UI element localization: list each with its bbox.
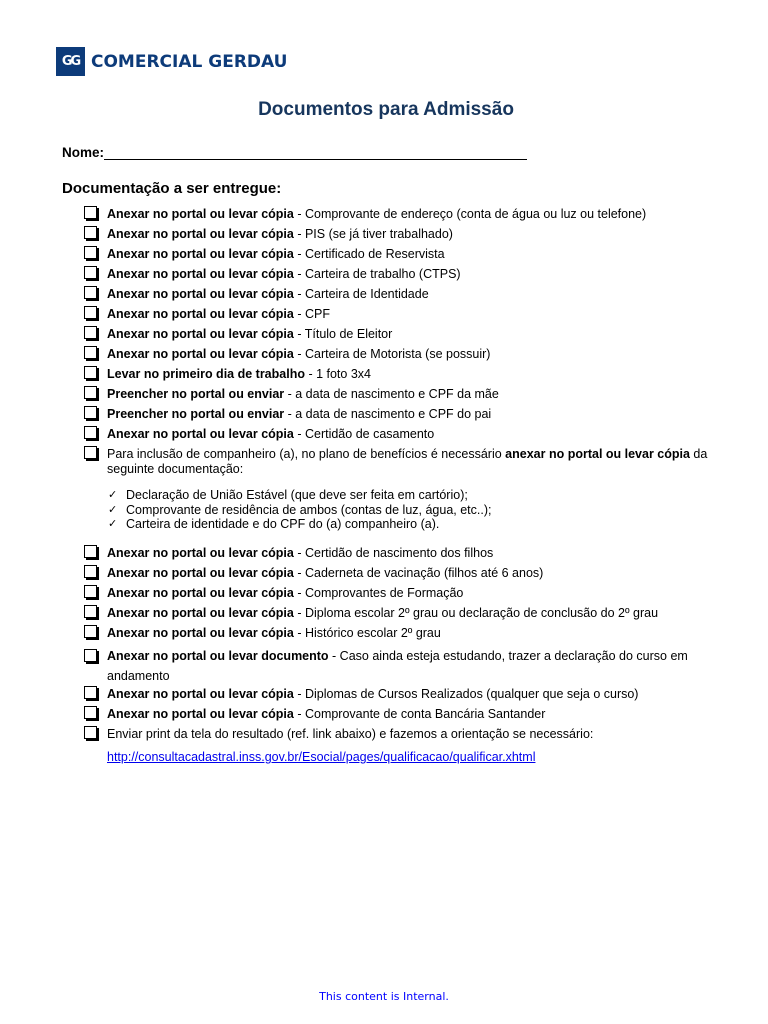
item-action: Anexar no portal ou levar cópia bbox=[107, 287, 294, 301]
logo-text: COMERCIAL GERDAU bbox=[91, 51, 288, 72]
list-item bbox=[84, 566, 724, 581]
list-item bbox=[84, 387, 724, 402]
item-description: - Carteira de Motorista (se possuir) bbox=[293, 347, 491, 361]
inss-consultation-link[interactable]: http://consultacadastral.inss.gov.br/Esocial/pages/qualificacao/qualificar.xhtml bbox=[107, 750, 536, 764]
list-item bbox=[84, 247, 724, 262]
item-action: Anexar no portal ou levar cópia bbox=[107, 207, 294, 221]
footer-classification: This content is Internal. bbox=[319, 990, 449, 1003]
list-item bbox=[84, 267, 724, 282]
item-description: - Carteira de Identidade bbox=[293, 287, 429, 301]
list-item bbox=[84, 626, 724, 641]
item-description: - 1 foto 3x4 bbox=[304, 367, 371, 381]
checkbox-icon bbox=[84, 446, 97, 459]
item-description: - Título de Eleitor bbox=[293, 327, 393, 341]
checkbox-icon bbox=[84, 585, 97, 598]
checkbox-icon bbox=[84, 346, 97, 359]
checkbox-icon bbox=[84, 726, 97, 739]
item-description: - CPF bbox=[293, 307, 330, 321]
checkbox-icon bbox=[84, 246, 97, 259]
checkbox-icon bbox=[84, 686, 97, 699]
list-item-print bbox=[84, 727, 724, 742]
item-description: - a data de nascimento e CPF da mãe bbox=[284, 387, 499, 401]
list-item-partner bbox=[84, 447, 724, 476]
item-action: Anexar no portal ou levar cópia bbox=[107, 545, 294, 560]
item-description: - Certidão de casamento bbox=[293, 427, 435, 441]
list-item bbox=[84, 347, 724, 362]
item-action: Anexar no portal ou levar cópia bbox=[107, 267, 294, 281]
checkbox-icon bbox=[84, 326, 97, 339]
sub-item-text: Comprovante de residência de ambos (contas de luz, água, etc..); bbox=[126, 502, 492, 517]
list-item bbox=[84, 546, 724, 561]
list-item bbox=[84, 307, 724, 322]
item-action: Anexar no portal ou levar cópia bbox=[107, 327, 294, 341]
item-action: Anexar no portal ou levar cópia bbox=[107, 585, 294, 600]
item-description: - Caderneta de vacinação (filhos até 6 anos) bbox=[293, 565, 544, 580]
list-item bbox=[84, 287, 724, 302]
checkbox-icon bbox=[84, 226, 97, 239]
item-description: - Diploma escolar 2º grau ou declaração de conclusão do 2º grau bbox=[293, 605, 659, 620]
list-item bbox=[84, 367, 724, 382]
list-item bbox=[84, 586, 724, 601]
logo-mark: GG bbox=[56, 47, 85, 76]
item-action: Preencher no portal ou enviar bbox=[107, 387, 285, 401]
partner-pre: Para inclusão de companheiro (a), no plano de benefícios é necessário bbox=[107, 447, 506, 461]
item-action: Anexar no portal ou levar cópia bbox=[107, 227, 294, 241]
item-description: - Carteira de trabalho (CTPS) bbox=[293, 267, 461, 281]
page-title: Documentos para Admissão bbox=[258, 99, 514, 120]
checkbox-icon bbox=[84, 565, 97, 578]
item-action: Anexar no portal ou levar cópia bbox=[107, 686, 294, 701]
item-action: Levar no primeiro dia de trabalho bbox=[107, 367, 305, 381]
checkbox-icon bbox=[84, 206, 97, 219]
checkbox-icon bbox=[84, 706, 97, 719]
list-item bbox=[84, 707, 724, 722]
item-action: Anexar no portal ou levar cópia bbox=[107, 605, 294, 620]
checkmark-icon: ✓ bbox=[108, 502, 118, 516]
item-description: - Comprovantes de Formação bbox=[293, 585, 464, 600]
item-action: Anexar no portal ou levar cópia bbox=[107, 247, 294, 261]
list-item bbox=[84, 327, 724, 342]
checkbox-icon bbox=[84, 426, 97, 439]
sub-item bbox=[108, 488, 724, 503]
partner-sublist bbox=[108, 488, 724, 532]
name-blank-line bbox=[104, 145, 527, 160]
print-item-text: Enviar print da tela do resultado (ref. link abaixo) e fazemos a orientação se necessário: bbox=[107, 726, 594, 741]
list-item bbox=[84, 687, 724, 702]
item-description: - PIS (se já tiver trabalhado) bbox=[293, 227, 453, 241]
checkbox-icon bbox=[84, 605, 97, 618]
sub-item bbox=[108, 503, 724, 518]
sub-item bbox=[108, 517, 724, 532]
name-label: Nome: bbox=[62, 145, 105, 160]
checkmark-icon: ✓ bbox=[108, 517, 118, 530]
checkbox-icon bbox=[84, 625, 97, 638]
list-item bbox=[84, 606, 724, 621]
item-description: - a data de nascimento e CPF do pai bbox=[284, 407, 492, 421]
checkbox-icon bbox=[84, 366, 97, 379]
checkbox-icon bbox=[84, 406, 97, 419]
item-action: Preencher no portal ou enviar bbox=[107, 407, 285, 421]
item-action: Anexar no portal ou levar cópia bbox=[107, 625, 294, 640]
item-description: - Comprovante de endereço (conta de água ou luz ou telefone) bbox=[293, 207, 647, 221]
partner-bold: anexar no portal ou levar cópia bbox=[505, 447, 690, 461]
partner-post: da seguinte documentação: bbox=[107, 447, 708, 476]
section-heading: Documentação a ser entregue: bbox=[62, 180, 282, 197]
item-action: Anexar no portal ou levar cópia bbox=[107, 307, 294, 321]
checkmark-icon: ✓ bbox=[108, 488, 118, 501]
checkbox-icon bbox=[84, 649, 97, 662]
list-item bbox=[84, 207, 724, 222]
checkbox-icon bbox=[84, 286, 97, 299]
checkbox-icon bbox=[84, 306, 97, 319]
checkbox-icon bbox=[84, 266, 97, 279]
list-item bbox=[84, 646, 724, 686]
checkbox-icon bbox=[84, 386, 97, 399]
sub-item-text: Carteira de identidade e do CPF do (a) companheiro (a). bbox=[126, 517, 440, 531]
item-action: Anexar no portal ou levar cópia bbox=[107, 347, 294, 361]
item-description: - Certificado de Reservista bbox=[293, 247, 445, 261]
item-action: Anexar no portal ou levar documento bbox=[107, 648, 329, 663]
item-description: - Diplomas de Cursos Realizados (qualquer que seja o curso) bbox=[293, 686, 639, 701]
sub-item-text: Declaração de União Estável (que deve ser feita em cartório); bbox=[126, 488, 468, 502]
list-item bbox=[84, 407, 724, 422]
item-description: - Certidão de nascimento dos filhos bbox=[293, 545, 494, 560]
name-field bbox=[62, 145, 527, 160]
item-action: Anexar no portal ou levar cópia bbox=[107, 706, 294, 721]
list-item bbox=[84, 227, 724, 242]
document-checklist bbox=[84, 207, 724, 764]
item-action: Anexar no portal ou levar cópia bbox=[107, 565, 294, 580]
item-description: - Comprovante de conta Bancária Santander bbox=[293, 706, 546, 721]
item-description: - Histórico escolar 2º grau bbox=[293, 625, 441, 640]
item-description: - Caso ainda esteja estudando, trazer a declaração do curso em andamento bbox=[107, 648, 688, 683]
company-logo bbox=[56, 47, 287, 76]
item-action: Anexar no portal ou levar cópia bbox=[107, 427, 294, 441]
checkbox-icon bbox=[84, 545, 97, 558]
list-item bbox=[84, 427, 724, 442]
